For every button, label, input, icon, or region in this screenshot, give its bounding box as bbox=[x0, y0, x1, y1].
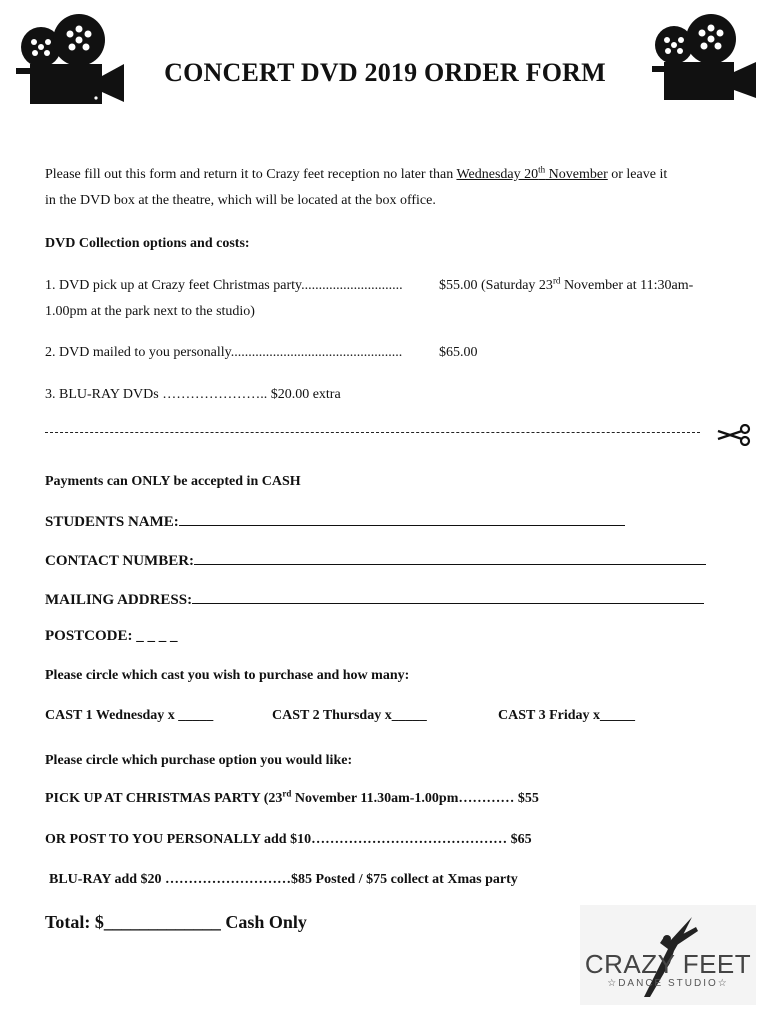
intro-text: Please fill out this form and return it to Crazy feet reception no later than bbox=[45, 167, 457, 182]
post-option[interactable]: OR POST TO YOU PERSONALLY add $10…………………………………… $65 bbox=[45, 832, 532, 847]
pickup-option-text: PICK UP AT CHRISTMAS PARTY (23 bbox=[45, 791, 283, 806]
cast-2-option[interactable]: CAST 2 Thursday x_____ bbox=[272, 708, 427, 723]
option-1-line-2: 1.00pm at the park next to the studio) bbox=[45, 304, 255, 319]
students-name-label: STUDENTS NAME: bbox=[45, 514, 179, 530]
mailing-address-field[interactable] bbox=[45, 589, 704, 609]
crazy-feet-logo bbox=[580, 905, 756, 1005]
pickup-option-suffix: rd bbox=[282, 788, 292, 799]
students-name-field[interactable] bbox=[45, 511, 625, 531]
option-3-text: 3. BLU-RAY DVDs ………………….. $20.00 extra bbox=[45, 387, 341, 402]
cut-line bbox=[45, 432, 700, 433]
deadline-date-suffix: th bbox=[538, 164, 546, 175]
bluray-option[interactable]: BLU-RAY add $20 ………………………$85 Posted / $75 collect at Xmas party bbox=[49, 872, 518, 887]
intro-text-end: or leave it bbox=[607, 167, 668, 182]
total-field[interactable]: Total: $_____________ Cash Only bbox=[45, 912, 307, 932]
options-heading: DVD Collection options and costs: bbox=[45, 236, 250, 251]
pickup-option[interactable] bbox=[45, 788, 539, 807]
mailing-address-label: MAILING ADDRESS: bbox=[45, 592, 193, 608]
logo-brand: CRAZY FEET bbox=[584, 949, 752, 979]
purchase-prompt: Please circle which purchase option you would like: bbox=[45, 753, 353, 768]
deadline-date-main: Wednesday 20 bbox=[456, 167, 539, 182]
students-name-blank[interactable] bbox=[179, 511, 625, 526]
option-2-text: 2. DVD mailed to you personally................................................. bbox=[45, 345, 403, 360]
option-1 bbox=[45, 277, 403, 295]
page-title: CONCERT DVD 2019 ORDER FORM bbox=[164, 58, 606, 87]
deadline-date-month: November bbox=[545, 167, 608, 182]
option-1-price bbox=[439, 277, 693, 295]
cast-3-option[interactable]: CAST 3 Friday x_____ bbox=[498, 708, 636, 723]
scissors-icon bbox=[716, 424, 752, 446]
intro-line-2: in the DVD box at the theatre, which will be located at the box office. bbox=[45, 193, 436, 208]
deadline-date bbox=[456, 164, 608, 182]
intro-line-1 bbox=[45, 166, 667, 184]
option-1-price-tail: November at 11:30am- bbox=[560, 278, 694, 293]
cast-prompt: Please circle which cast you wish to purchase and how many: bbox=[45, 668, 410, 683]
pickup-option-tail: November 11.30am-1.00pm………… $55 bbox=[291, 791, 539, 806]
contact-number-label: CONTACT NUMBER: bbox=[45, 553, 195, 569]
cast-1-option[interactable]: CAST 1 Wednesday x _____ bbox=[45, 708, 214, 723]
contact-number-blank[interactable] bbox=[194, 550, 706, 565]
payment-note: Payments can ONLY be accepted in CASH bbox=[45, 474, 301, 489]
option-2-price: $65.00 bbox=[439, 345, 478, 360]
option-1-price-suffix: rd bbox=[552, 275, 561, 286]
contact-number-field[interactable] bbox=[45, 550, 706, 570]
logo-subtitle: ☆DANCE STUDIO☆ bbox=[607, 978, 729, 989]
postcode-field[interactable]: POSTCODE: _ _ _ _ bbox=[45, 628, 178, 644]
option-1-text: 1. DVD pick up at Crazy feet Christmas party............................. bbox=[45, 278, 403, 293]
option-1-price-text: $55.00 (Saturday 23 bbox=[439, 278, 553, 293]
mailing-address-blank[interactable] bbox=[192, 589, 704, 604]
